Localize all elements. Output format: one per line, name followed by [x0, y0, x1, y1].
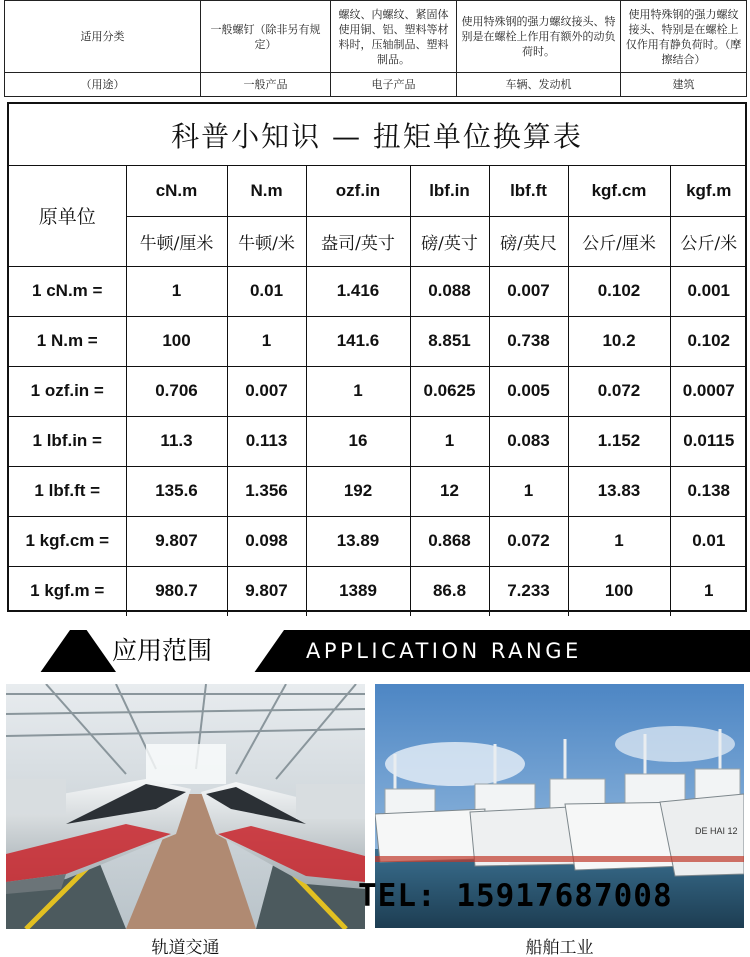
- usage-purpose-label: （用途）: [5, 73, 201, 97]
- conversion-value: 11.3: [126, 416, 227, 466]
- conversion-value: 0.868: [410, 516, 489, 566]
- conversion-row: [9, 316, 747, 366]
- rail-transit-photo: [6, 684, 365, 929]
- conversion-value: 0.083: [489, 416, 568, 466]
- conversion-row: [9, 466, 747, 516]
- conversion-value: 1: [227, 316, 306, 366]
- conversion-value: 0.005: [489, 366, 568, 416]
- unit-name: 盎司/英寸: [306, 216, 410, 266]
- unit-name: 磅/英寸: [410, 216, 489, 266]
- usage-static-load: 使用特殊钢的强力螺纹接头、特别是在螺栓上仅作用有静负荷时。（摩擦结合）: [621, 1, 747, 73]
- usage-construction: 建筑: [621, 73, 747, 97]
- conversion-value: 9.807: [227, 566, 306, 616]
- conversion-value: 0.102: [670, 316, 747, 366]
- conversion-value: 1: [126, 266, 227, 316]
- conversion-value: 13.83: [568, 466, 670, 516]
- conversion-value: 980.7: [126, 566, 227, 616]
- conversion-row: [9, 416, 747, 466]
- conversion-value: 1: [670, 566, 747, 616]
- conversion-value: 8.851: [410, 316, 489, 366]
- conversion-value: 0.072: [568, 366, 670, 416]
- usage-header-row: [5, 1, 747, 73]
- conversion-value: 0.0007: [670, 366, 747, 416]
- conversion-value: 0.0115: [670, 416, 747, 466]
- usage-dynamic-load: 使用特殊钢的强力螺纹接头、特别是在螺栓上作用有额外的动负荷时。: [457, 1, 621, 73]
- unit-header: lbf.in: [410, 166, 489, 216]
- conversion-value: 0.706: [126, 366, 227, 416]
- conversion-value: 7.233: [489, 566, 568, 616]
- conversion-value: 0.072: [489, 516, 568, 566]
- conversion-value: 0.738: [489, 316, 568, 366]
- unit-header: kgf.cm: [568, 166, 670, 216]
- conversion-value: 100: [568, 566, 670, 616]
- unit-header: N.m: [227, 166, 306, 216]
- usage-purpose-row: [5, 73, 747, 97]
- conversion-value: 1: [568, 516, 670, 566]
- unit-name: 磅/英尺: [489, 216, 568, 266]
- conversion-grid: [9, 166, 747, 616]
- conversion-value: 0.102: [568, 266, 670, 316]
- conversion-value: 0.01: [670, 516, 747, 566]
- ship-hull-text: DE HAI 12: [695, 826, 738, 836]
- conversion-value: 0.0625: [410, 366, 489, 416]
- conversion-value: 1.356: [227, 466, 306, 516]
- conversion-value: 0.007: [227, 366, 306, 416]
- conversion-row: [9, 516, 747, 566]
- conversion-value: 1.152: [568, 416, 670, 466]
- conversion-value: 86.8: [410, 566, 489, 616]
- row-unit-label: 1 kgf.cm =: [9, 516, 126, 566]
- conversion-value: 1: [410, 416, 489, 466]
- conversion-value: 9.807: [126, 516, 227, 566]
- usage-vehicles: 车辆、发动机: [457, 73, 621, 97]
- conversion-value: 16: [306, 416, 410, 466]
- conversion-value: 135.6: [126, 466, 227, 516]
- row-unit-label: 1 cN.m =: [9, 266, 126, 316]
- application-range-banner: [0, 630, 750, 672]
- unit-name: 公斤/厘米: [568, 216, 670, 266]
- row-unit-label: 1 N.m =: [9, 316, 126, 366]
- conversion-value: 192: [306, 466, 410, 516]
- conversion-value: 13.89: [306, 516, 410, 566]
- unit-header: kgf.m: [670, 166, 747, 216]
- conversion-value: 0.001: [670, 266, 747, 316]
- banner-title-cn: 应用范围: [112, 636, 213, 665]
- conversion-value: 0.098: [227, 516, 306, 566]
- conversion-value: 1389: [306, 566, 410, 616]
- conversion-value: 10.2: [568, 316, 670, 366]
- conversion-title: 科普小知识 — 扭矩单位换算表: [9, 104, 745, 166]
- row-unit-label: 1 lbf.in =: [9, 416, 126, 466]
- origin-unit-header: 原单位: [9, 166, 126, 266]
- unit-header: cN.m: [126, 166, 227, 216]
- conversion-value: 1.416: [306, 266, 410, 316]
- ship-caption: 船舶工业: [525, 938, 594, 957]
- conversion-value: 1: [306, 366, 410, 416]
- usage-soft-material: 螺纹、内螺纹、紧固体使用铜、铝、塑料等材料时，压轴制品、塑料制品。: [331, 1, 457, 73]
- unit-header-row: [9, 166, 747, 216]
- usage-electronics: 电子产品: [331, 73, 457, 97]
- row-unit-label: 1 lbf.ft =: [9, 466, 126, 516]
- conversion-row: [9, 566, 747, 616]
- rail-illustration: [6, 684, 365, 929]
- conversion-value: 0.113: [227, 416, 306, 466]
- torque-conversion-table: [7, 102, 747, 612]
- conversion-value: 141.6: [306, 316, 410, 366]
- rail-caption: 轨道交通: [151, 938, 220, 957]
- row-unit-label: 1 kgf.m =: [9, 566, 126, 616]
- conversion-value: 12: [410, 466, 489, 516]
- usage-category-label: 适用分类: [5, 1, 201, 73]
- conversion-value: 0.088: [410, 266, 489, 316]
- conversion-row: [9, 366, 747, 416]
- unit-header: lbf.ft: [489, 166, 568, 216]
- unit-name: 牛顿/米: [227, 216, 306, 266]
- conversion-row: [9, 266, 747, 316]
- row-unit-label: 1 ozf.in =: [9, 366, 126, 416]
- conversion-value: 0.138: [670, 466, 747, 516]
- usage-table: [4, 0, 747, 97]
- unit-name: 公斤/米: [670, 216, 747, 266]
- banner-title-en: APPLICATION RANGE: [306, 639, 582, 663]
- conversion-value: 1: [489, 466, 568, 516]
- usage-general-screw: 一般螺钉（除非另有规定）: [201, 1, 331, 73]
- usage-general-products: 一般产品: [201, 73, 331, 97]
- unit-header: ozf.in: [306, 166, 410, 216]
- conversion-value: 100: [126, 316, 227, 366]
- conversion-value: 0.007: [489, 266, 568, 316]
- unit-name: 牛顿/厘米: [126, 216, 227, 266]
- conversion-value: 0.01: [227, 266, 306, 316]
- banner-left-wedge: [0, 630, 70, 672]
- phone-number: TEL: 15917687008: [358, 878, 673, 914]
